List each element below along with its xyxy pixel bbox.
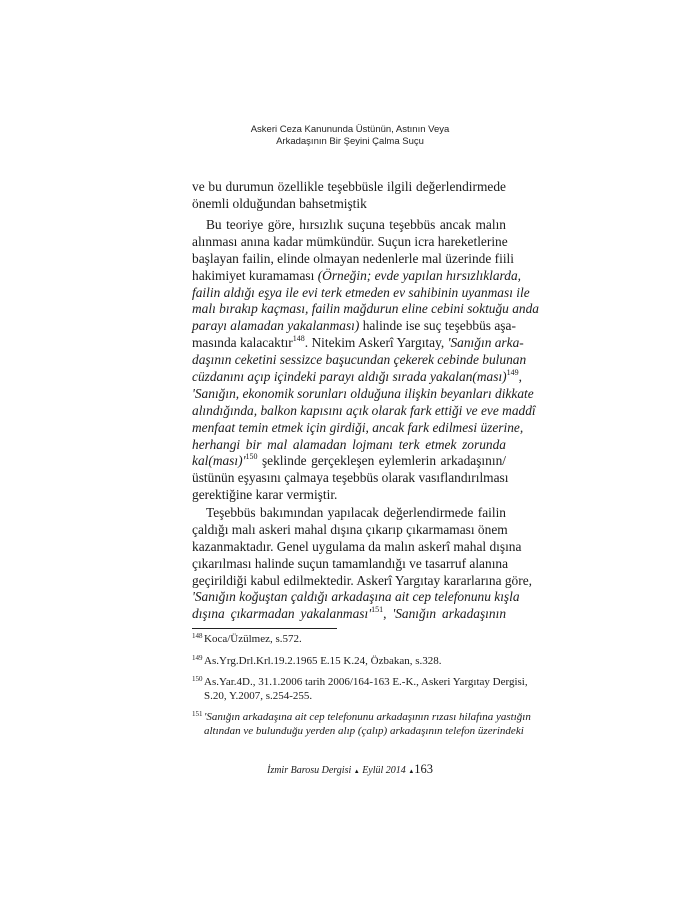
text-run: başlayan failin, elinde olmayan nedenlerle mal üzerinde fiili (192, 250, 514, 266)
text-line (192, 217, 506, 234)
footnote-line (204, 633, 506, 647)
text-line (192, 419, 524, 437)
text-line (192, 538, 522, 556)
text-run: altından ve bulunduğu yerden alıp (çalıp) arkadaşının telefon üzerindeki (204, 724, 524, 737)
footnote-150 (192, 675, 528, 703)
footnote-reference: 150 (245, 452, 258, 462)
text-run: daşının ceketini sessizce başucundan çekerek cebinde bulunan (192, 352, 527, 368)
text-line (192, 284, 530, 302)
paragraph-1 (192, 179, 506, 213)
footnote-divider (192, 628, 337, 629)
text-line (192, 589, 520, 606)
page-number: 163 (414, 762, 434, 776)
text-run: geçirildiği kabul edilmektedir. Askerî Yargıtay kararlarına göre, (192, 572, 533, 588)
separator-icon: ▲ (353, 769, 360, 775)
text-run: Bu teoriye göre, hırsızlık suçuna teşebbüs ancak malın (206, 217, 506, 232)
text-run: menfaat temin etmek için girdiği, ancak fark edilmesi üzerine, (192, 419, 524, 435)
text-line (192, 368, 522, 386)
text-run: Teşebbüs bakımından yapılacak değerlendirmede failin (206, 505, 506, 520)
issue-date: Eylül 2014 (362, 765, 406, 776)
separator-icon: ▲ (408, 769, 415, 775)
footnote-number: 149 (192, 653, 203, 662)
text-run: , (518, 369, 522, 385)
paragraph-3 (192, 505, 533, 623)
text-line (192, 334, 524, 352)
text-run: alınması anına kadar mümkündür. Suçun icra hareketlerine (192, 233, 508, 249)
text-run: herhangi bir mal alamadan lojmanı terk etmek zorunda (192, 436, 506, 452)
running-header (0, 124, 700, 148)
text-run: malı bırakıp kaçması, failin mağdurun eline cebini soktuğu anda (192, 301, 539, 317)
footnote-reference: 148 (292, 334, 305, 344)
text-run: çaldığı malı askeri mahal dışına çıkarıp çıkarmaması önem (192, 521, 508, 537)
footnote-line (204, 655, 506, 669)
text-run: As.Yrg.Drl.Krl.19.2.1965 E.15 K.24, Özbakan, s.328. (204, 654, 442, 667)
text-line (192, 179, 506, 196)
text-run: , (383, 606, 393, 622)
text-line (192, 318, 516, 335)
text-line (192, 453, 506, 470)
text-run: failin aldığı eşya ile evi terk etmeden ev sahibinin uyanması ile (192, 284, 530, 300)
text-line (192, 250, 514, 268)
footnote-reference: 149 (506, 368, 519, 378)
text-line (192, 267, 522, 285)
text-line (192, 402, 536, 420)
footnote-number: 148 (192, 632, 203, 640)
text-line (192, 352, 527, 369)
text-run: . Nitekim Askerî Yargıtay, (304, 335, 448, 351)
footnote-148 (192, 633, 506, 647)
text-run: cüzdanını açıp içindeki parayı aldığı sırada yakalan(ması) (192, 369, 507, 385)
footnote-line (204, 676, 528, 690)
text-run: hakimiyet kuramaması (192, 267, 318, 283)
page-footer (0, 762, 700, 777)
text-line (192, 522, 506, 539)
text-run: önemli olduğundan bahsetmiştik (192, 195, 367, 211)
footnote-number: 150 (192, 675, 203, 683)
paragraph-2 (192, 217, 539, 504)
footnote-149 (192, 655, 506, 669)
text-line (192, 234, 506, 251)
footnote-line (204, 711, 531, 725)
text-run: dışına çıkarmadan yakalanması' (192, 606, 372, 622)
text-line (192, 437, 506, 454)
text-run: üstünün eşyasını çalmaya teşebbüs olarak vasıflandırılması (192, 470, 509, 486)
running-header-line-2: Arkadaşının Bir Şeyini Çalma Suçu (276, 136, 424, 147)
running-header-line-1: Askeri Ceza Kanununda Üstünün, Astının Veya (250, 124, 450, 135)
text-run: gerektiğine karar vermiştir. (192, 487, 338, 503)
text-run: alındığında, balkon kapısını açık olarak fark ettiği ve eve maddî (192, 402, 536, 418)
text-run: masında kalacaktır (192, 335, 293, 351)
text-run: şeklinde gerçekleşen eylemlerin arkadaşının/ (257, 453, 506, 469)
text-run: 'Sanığın, ekonomik sorunları olduğuna ilişkin beyanları dikkate (192, 385, 534, 401)
text-run: S.20, Y.2007, s.254-255. (204, 689, 313, 702)
text-run: 'Sanığın arkadaşına ait cep telefonunu arkadaşının rızası hilafına yastığın (204, 711, 531, 723)
text-line (192, 301, 539, 318)
text-line (192, 385, 534, 403)
journal-name: İzmir Barosu Dergisi (266, 765, 352, 776)
text-run: 'Sanığın arka- (447, 335, 524, 351)
footnote-line (204, 690, 506, 704)
text-line (192, 572, 533, 590)
text-run: kazanmaktadır. Genel uygulama da malın askerî mahal dışına (192, 538, 522, 554)
footnote-151 (192, 710, 531, 738)
text-line (192, 555, 509, 573)
text-run: parayı alamadan yakalanması) (192, 318, 360, 334)
text-run: ve bu durumun özellikle teşebbüsle ilgili değerlendirmede (192, 179, 506, 194)
text-line (192, 470, 509, 487)
footnote-reference: 151 (371, 605, 384, 615)
text-line (192, 505, 506, 522)
text-run: Koca/Üzülmez, s.572. (204, 633, 302, 645)
text-run: As.Yar.4D., 31.1.2006 tarih 2006/164-163 E.-K., Askeri Yargıtay Dergisi, (204, 676, 528, 688)
footnotes (192, 632, 531, 746)
text-line (192, 606, 506, 623)
text-line (192, 487, 506, 504)
text-run: 'Sanığın koğuştan çaldığı arkadaşına ait cep telefonunu kışla (192, 589, 520, 605)
text-line (192, 196, 506, 213)
text-run: kal(ması)' (192, 453, 246, 469)
text-run: halinde ise suç teşebbüs aşa- (359, 318, 516, 334)
footnote-line (204, 724, 524, 739)
text-run: çıkarılması halinde suçun tamamlandığı ve tasarruf alanına (192, 555, 509, 571)
text-run: 'Sanığın arkadaşının (392, 606, 507, 622)
footnote-number: 151 (192, 710, 203, 718)
text-run: (Örneğin; evde yapılan hırsızlıklarda, (317, 267, 522, 283)
